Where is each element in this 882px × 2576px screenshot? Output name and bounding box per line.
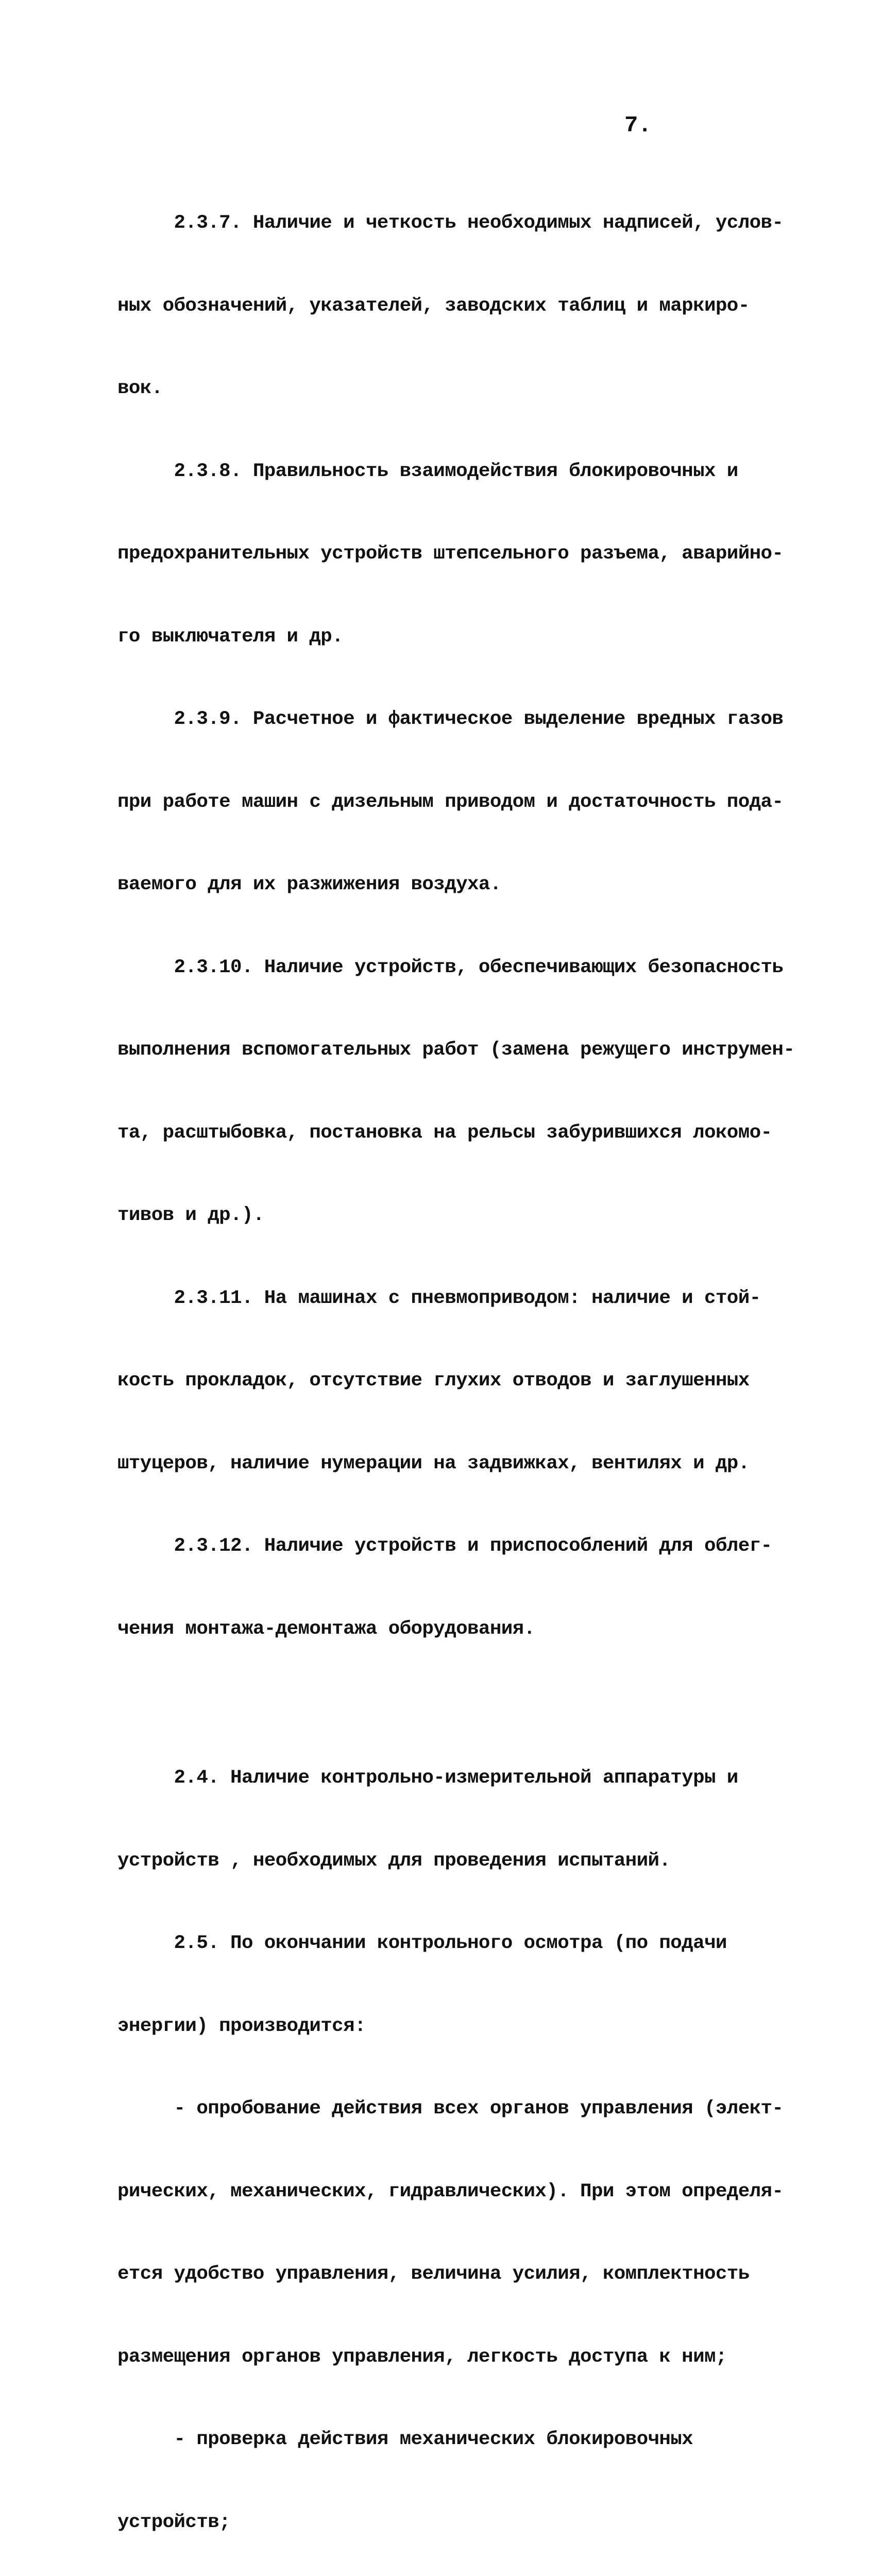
text-line: 2.3.8. Правильность взаимодействия блокировочных и [117,460,738,482]
text-line: 2.3.12. Наличие устройств и приспособлений для облег- [117,1535,772,1557]
text-line: при работе машин с дизельным приводом и достаточность пода- [117,791,784,813]
text-line: вок. [117,378,163,399]
text-line: выполнения вспомогательных работ (замена режущего инструмен- [117,1039,795,1061]
text-line: 2.5. По окончании контрольного осмотра (по подачи [117,1933,727,1954]
text-line: энергии) производится: [117,2015,366,2037]
text-line: устройств , необходимых для проведения испытаний. [117,1850,671,1872]
text-line: 2.4. Наличие контрольно-измерительной аппаратуры и [117,1767,738,1789]
text-line: размещения органов управления, легкость доступа к ним; [117,2346,727,2368]
text-line: устройств; [117,2511,231,2533]
text-line: предохранительных устройств штепсельного разъема, аварийно- [117,543,784,565]
paragraph-gap [117,1698,787,1709]
text-line: рических, механических, гидравлических). При этом определя- [117,2180,784,2202]
text-line: 2.3.9. Расчетное и фактическое выделение вредных газов [117,708,784,730]
text-line: тивов и др.). [117,1205,264,1226]
text-line: чения монтажа-демонтажа оборудования. [117,1618,535,1640]
text-line: штуцеров, наличие нумерации на задвижках, вентилях и др. [117,1452,750,1475]
text-line: ваемого для их разжижения воздуха. [117,874,501,895]
text-line: та, расштыбовка, постановка на рельсы забурившихся локомо- [117,1122,772,1144]
text-line: ется удобство управления, величина усилия, комплектность [117,2263,750,2285]
text-line: 2.3.11. На машинах с пневмоприводом: наличие и стой- [117,1287,761,1309]
text-line: 2.3.7. Наличие и четкость необходимых надписей, услов- [117,212,784,234]
body-text [117,155,795,2576]
text-line: - проверка действия механических блокировочных [117,2429,693,2450]
text-line: ных обозначений, указателей, заводских таблиц и маркиро- [117,295,750,317]
text-line: 2.3.10. Наличие устройств, обеспечивающих безопасность [117,956,784,978]
text-line: - опробование действия всех органов управления (элект- [117,2098,784,2120]
text-line: кость прокладок, отсутствие глухих отводов и заглушенных [117,1370,750,1392]
page-number: 7. [624,113,652,139]
text-line: го выключателя и др. [117,625,344,648]
